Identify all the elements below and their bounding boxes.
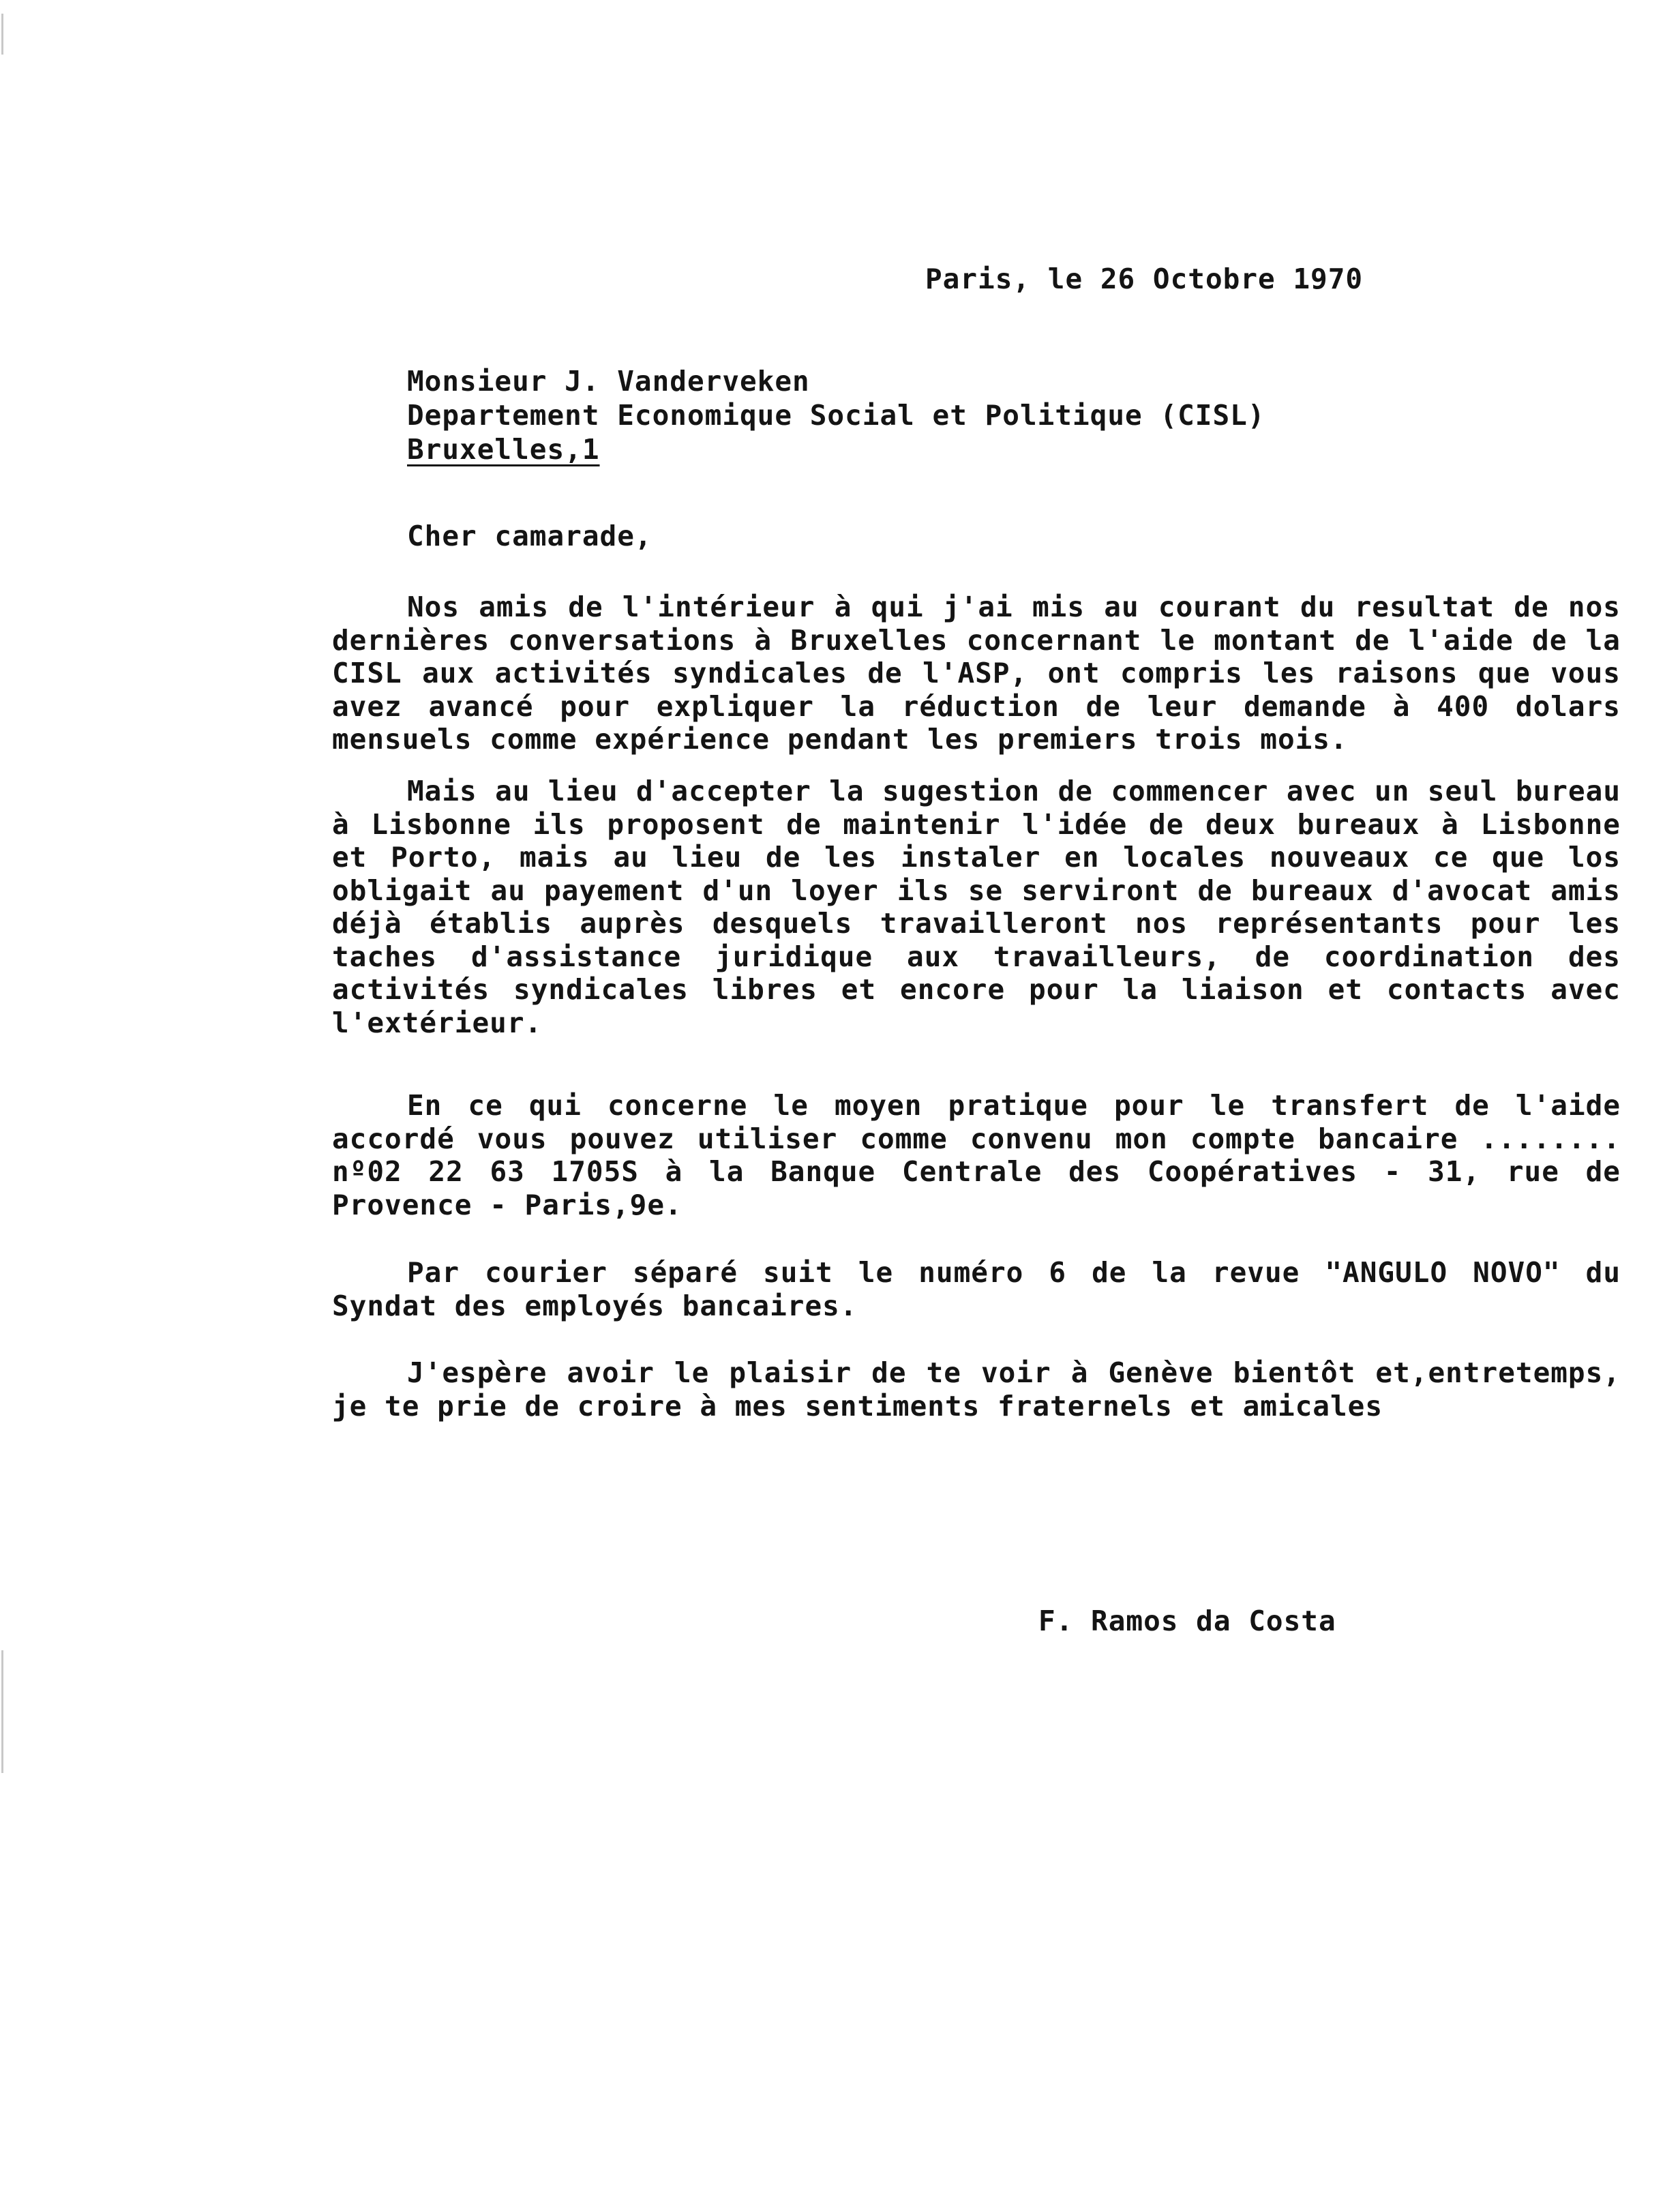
recipient-department: Departement Economique Social et Politique (CISL) <box>407 399 1265 432</box>
body-paragraph-3 <box>332 1089 1621 1221</box>
recipient-name: Monsieur J. Vanderveken <box>407 365 810 398</box>
recipient-city: Bruxelles,1 <box>407 433 600 466</box>
signature: F. Ramos da Costa <box>1038 1605 1336 1637</box>
scan-edge-mark <box>1 1650 3 1773</box>
body-paragraph-1 <box>332 591 1621 756</box>
body-paragraph-4 <box>332 1256 1621 1322</box>
letter-date: Paris, le 26 Octobre 1970 <box>925 263 1364 295</box>
scan-edge-mark <box>1 14 3 55</box>
body-paragraph-4-text: Par courier séparé suit le numéro 6 de la revue "ANGULO NOVO" du Syndat des employés bancaires. <box>332 1256 1621 1322</box>
body-paragraph-5 <box>332 1356 1621 1423</box>
body-paragraph-5-text: J'espère avoir le plaisir de te voir à Genève bientôt et,entretemps, je te prie de croire à mes sentiments fraternels et amicales <box>332 1356 1621 1423</box>
body-paragraph-2-text: Mais au lieu d'accepter la sugestion de commencer avec un seul bureau à Lisbonne ils proposent de maintenir l'idée de deux bureaux à Lisbonne et Porto, mais au lieu de les instaler en locales nouveaux ce que los obligait au payement d'un loyer ils se serviront de bureaux d'avocat amis déjà établis auprès desquels travailleront nos représentants pour les taches d'assistance juridique aux travailleurs, de coordination des activités syndicales libres et encore pour la liaison et contacts avec l'extérieur. <box>332 775 1621 1039</box>
body-paragraph-2 <box>332 775 1621 1039</box>
body-paragraph-3-text: En ce qui concerne le moyen pratique pour le transfert de l'aide accordé vous pouvez utiliser comme convenu mon compte bancaire ........ nº02 22 63 1705S à la Banque Centrale des Coopératives - 31, rue de Provence - Paris,9e. <box>332 1089 1621 1221</box>
salutation: Cher camarade, <box>407 520 652 552</box>
body-paragraph-1-text: Nos amis de l'intérieur à qui j'ai mis au courant du resultat de nos dernières conversations à Bruxelles concernant le montant de l'aide de la CISL aux activités syndicales de l'ASP, ont compris les raisons que vous avez avancé pour expliquer la réduction de leur demande à 400 dolars mensuels comme expérience pendant les premiers trois mois. <box>332 591 1621 756</box>
